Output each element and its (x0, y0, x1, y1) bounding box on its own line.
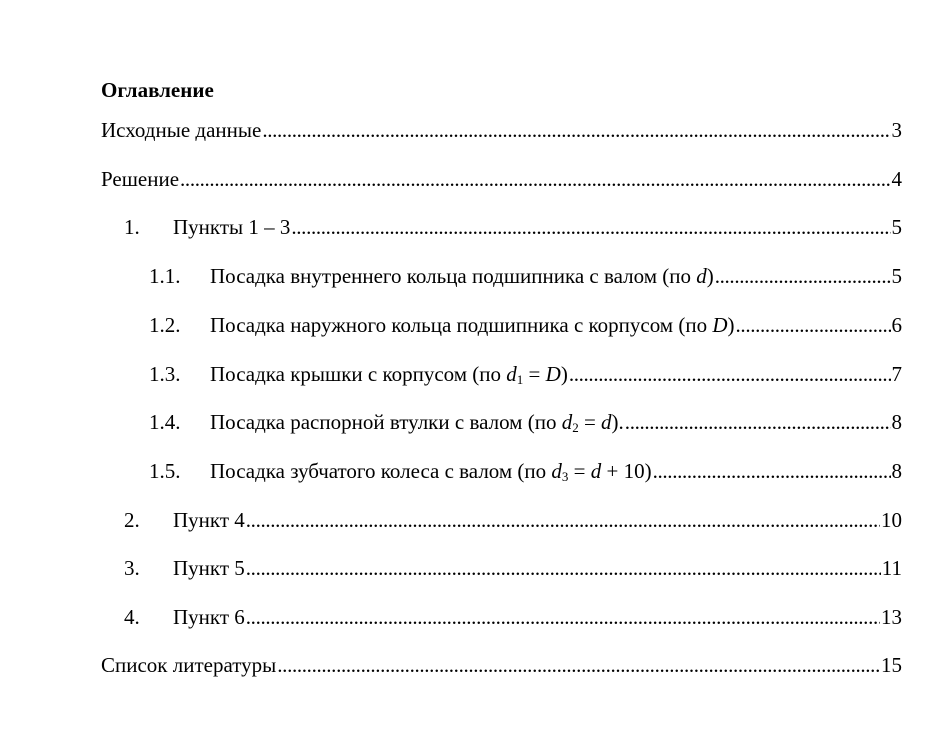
toc-entry-label: Пункт 4 (173, 508, 245, 532)
toc-entry-label: Пункт 6 (173, 605, 245, 629)
toc-entry-item-1[interactable] (124, 213, 902, 241)
toc-entry-initial-data[interactable] (101, 116, 902, 144)
math-symbol: d (551, 459, 562, 483)
toc-entry-solution[interactable] (101, 165, 902, 193)
toc-entry-item-4[interactable] (124, 603, 902, 631)
label-text: = (578, 410, 602, 434)
toc-leader-dots (246, 603, 880, 631)
label-text: ) (560, 362, 568, 386)
toc-entry-item-1-1[interactable] (149, 262, 902, 290)
label-text: + 10 (601, 459, 645, 483)
toc-entry-number: 1.5. (149, 459, 181, 483)
toc-leader-dots (736, 311, 891, 339)
toc-entry-label (210, 408, 624, 436)
toc-entry-label: Пункты 1 – 3 (173, 215, 291, 239)
label-text: ). (611, 410, 624, 434)
toc-entry-item-1-4[interactable] (149, 408, 902, 436)
math-symbol: D (545, 362, 561, 386)
math-symbol: d (696, 264, 707, 288)
toc-entry-label (210, 457, 652, 485)
toc-leader-dots (715, 262, 891, 290)
toc-leader-dots (262, 116, 890, 144)
toc-entry-number: 1.4. (149, 410, 181, 434)
toc-entry-item-1-3[interactable] (149, 360, 902, 388)
toc-page-number: 7 (891, 362, 902, 386)
toc-title: Оглавление (101, 78, 214, 102)
toc-page-number: 13 (881, 605, 902, 629)
toc-leader-dots (653, 457, 891, 485)
toc-entry-item-3[interactable] (124, 554, 902, 582)
toc-entry-label (210, 311, 735, 339)
toc-entry-label: Исходные данные (101, 118, 262, 142)
toc-entry-number: 4. (124, 605, 140, 629)
toc-page-number: 5 (891, 215, 902, 239)
toc-entry-number: 1.1. (149, 264, 181, 288)
label-text: Посадка распорной втулки с валом (по (210, 410, 562, 434)
toc-entry-references[interactable] (101, 651, 902, 679)
label-text: Посадка внутреннего кольца подшипника с валом (по (210, 264, 697, 288)
math-symbol: D (712, 313, 728, 337)
toc-leader-dots (277, 651, 880, 679)
label-text: ) (727, 313, 735, 337)
label-text: Посадка зубчатого колеса с валом (по (210, 459, 552, 483)
toc-leader-dots (246, 506, 880, 534)
math-symbol: d (590, 459, 602, 483)
toc-page-number: 15 (881, 653, 902, 677)
math-subscript: 1 (516, 372, 524, 387)
toc-leader-dots (246, 554, 881, 582)
math-symbol: d (601, 410, 612, 434)
toc-entry-label: Пункт 5 (173, 556, 245, 580)
toc-entry-item-2[interactable] (124, 506, 902, 534)
label-text: = (568, 459, 591, 483)
toc-page-number: 4 (891, 167, 902, 191)
math-symbol: d (561, 410, 573, 434)
math-symbol: d (506, 362, 517, 386)
label-text: ) (644, 459, 652, 483)
toc-leader-dots (625, 408, 891, 436)
toc-entry-number: 1.2. (149, 313, 181, 337)
toc-entry-label (210, 262, 714, 290)
toc-page-number: 6 (891, 313, 902, 337)
toc-entry-number: 3. (124, 556, 140, 580)
toc-entry-number: 1.3. (149, 362, 181, 386)
toc-page-number: 3 (891, 118, 902, 142)
label-text: = (523, 362, 546, 386)
toc-entry-label: Решение (101, 167, 180, 191)
toc-entry-number: 2. (124, 508, 140, 532)
toc-page-number: 10 (881, 508, 902, 532)
label-text: Посадка наружного кольца подшипника с корпусом (по (210, 313, 713, 337)
toc-entry-item-1-5[interactable] (149, 457, 902, 485)
toc-page-number: 8 (891, 410, 902, 434)
toc-entry-item-1-2[interactable] (149, 311, 902, 339)
math-subscript: 3 (561, 469, 569, 484)
math-subscript: 2 (572, 420, 579, 435)
label-text: ) (706, 264, 714, 288)
toc-leader-dots (291, 213, 890, 241)
label-text: Посадка крышки с корпусом (по (210, 362, 507, 386)
toc-entry-number: 1. (124, 215, 140, 239)
toc-leader-dots (569, 360, 891, 388)
toc-page-number: 11 (881, 556, 902, 580)
toc-page-number: 5 (891, 264, 902, 288)
toc-page-number: 8 (891, 459, 902, 483)
toc-entry-label (210, 360, 568, 388)
toc-leader-dots (180, 165, 890, 193)
toc-entry-label: Список литературы (101, 653, 277, 677)
